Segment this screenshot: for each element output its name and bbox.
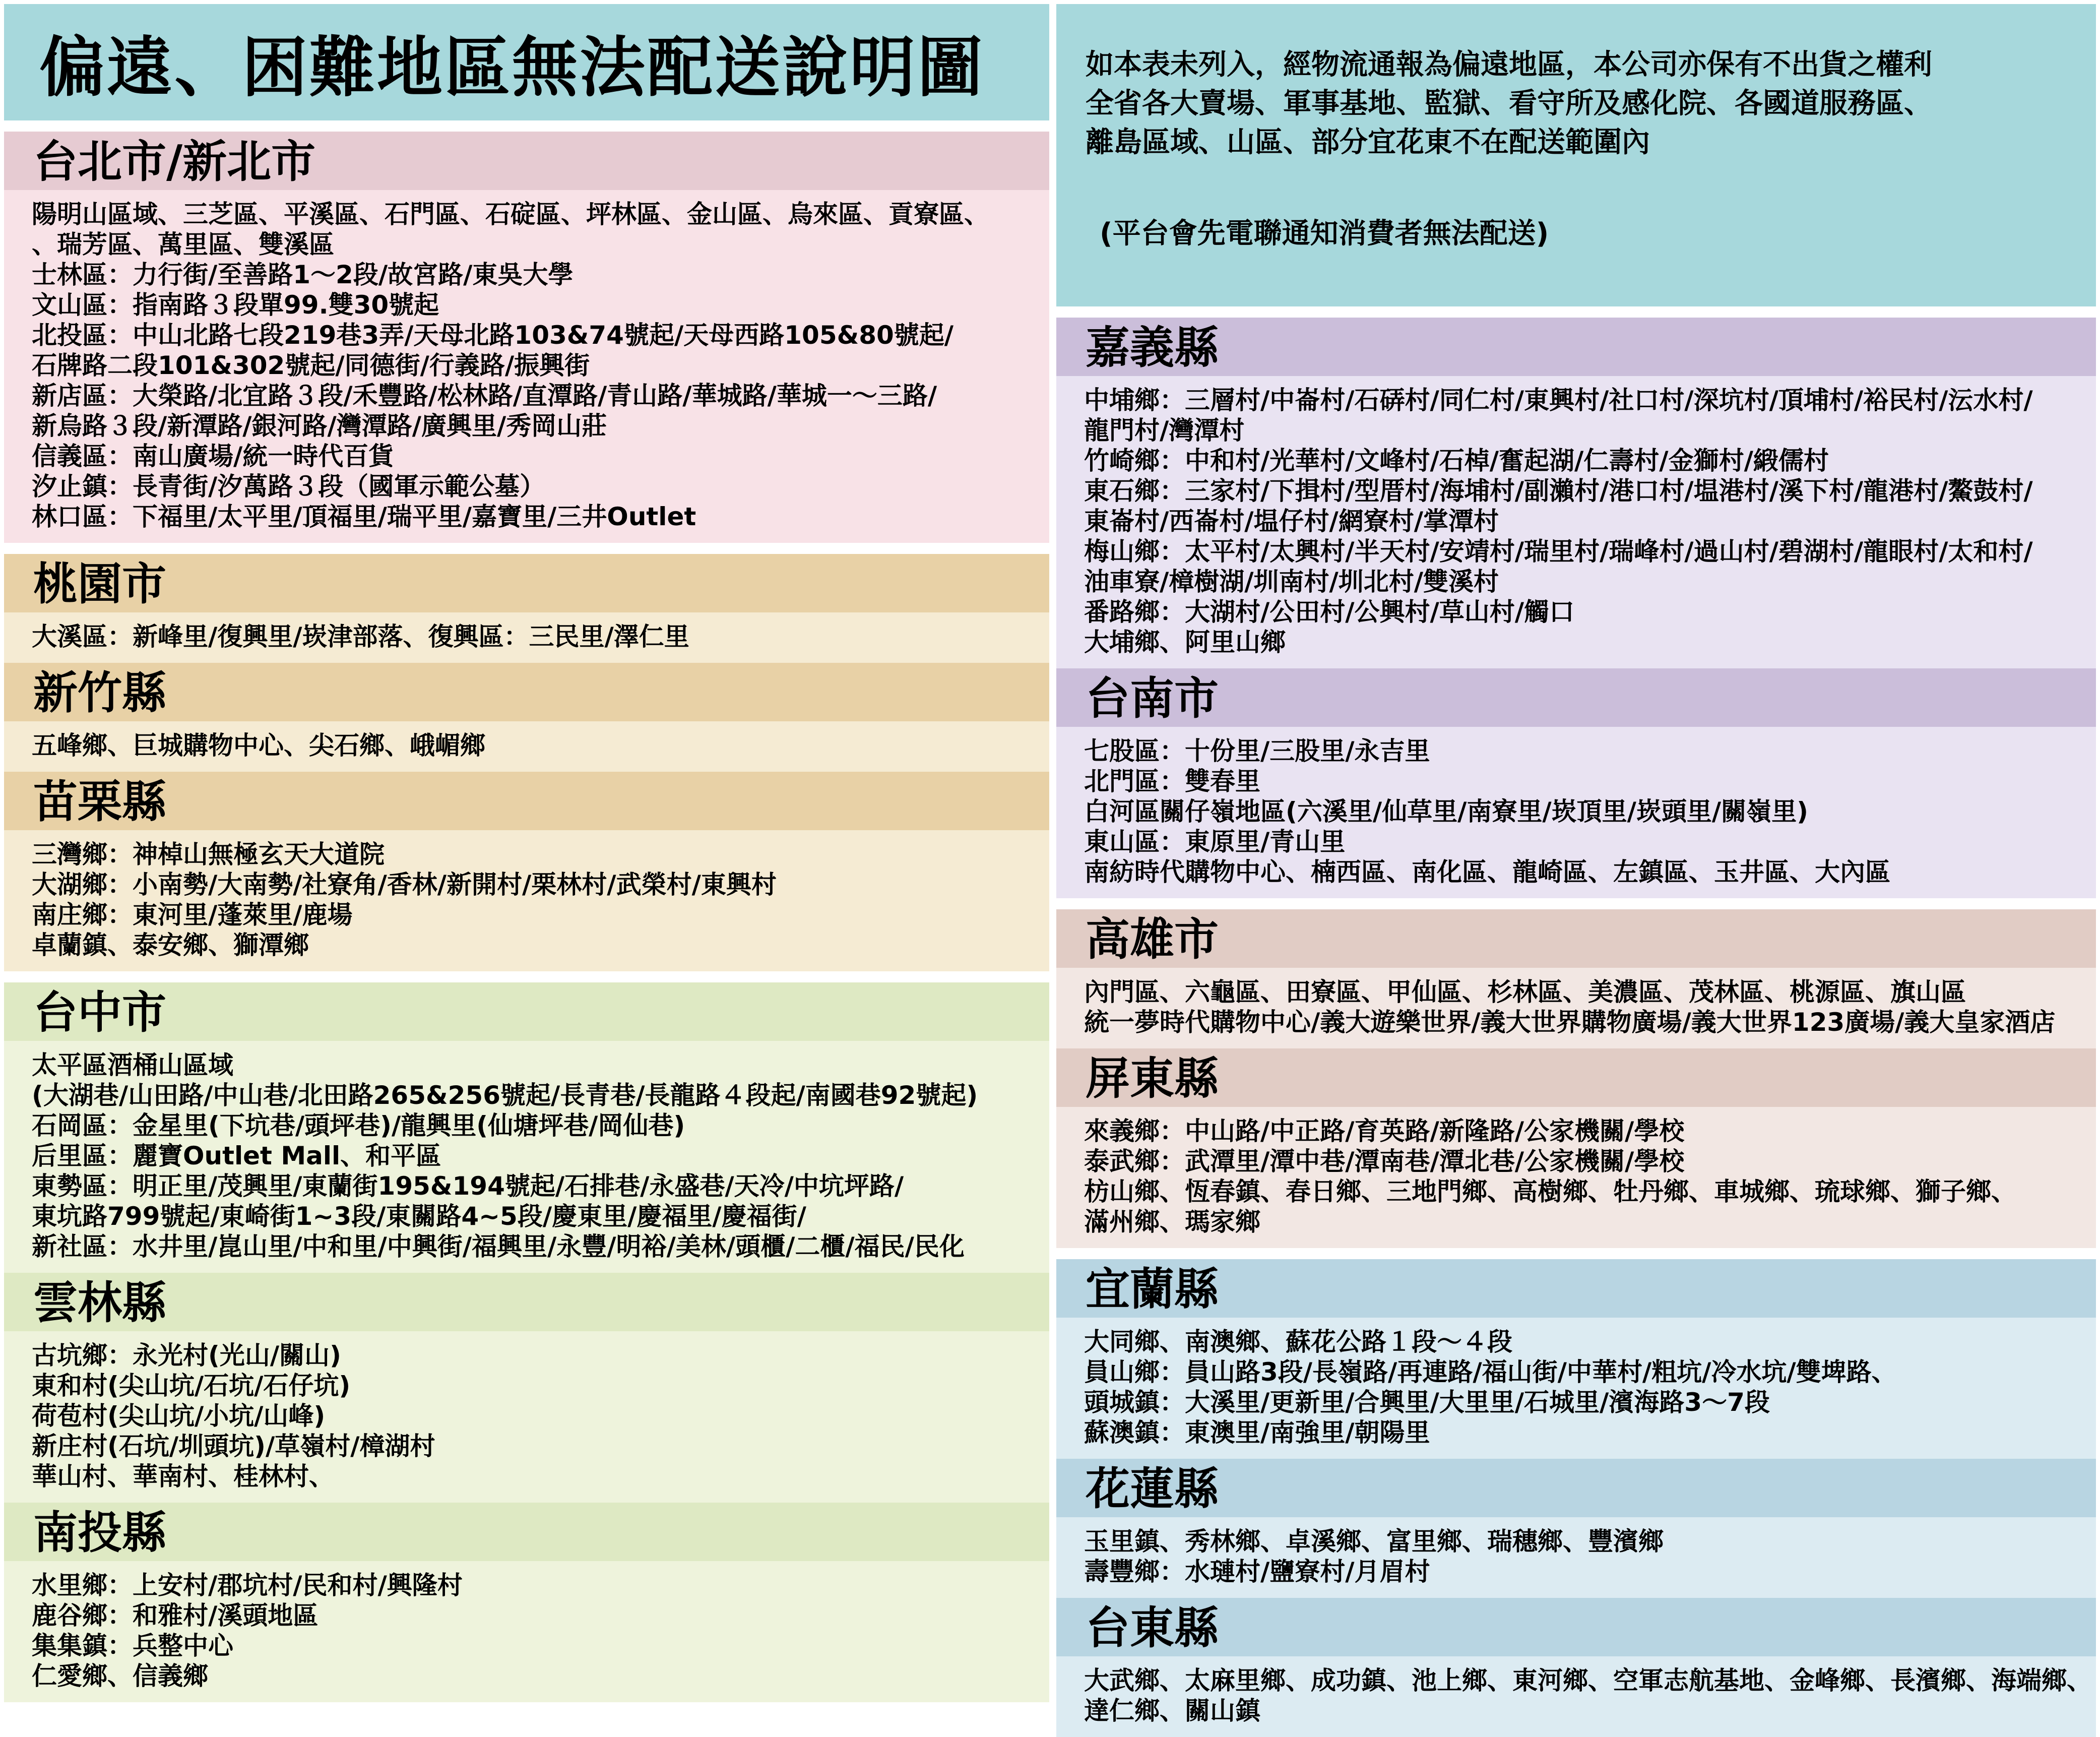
region-line: 東和村(尖山坑/石坑/石仔坑) xyxy=(32,1371,351,1400)
region-line: 南紡時代購物中心、楠西區、南化區、龍崎區、左鎮區、玉井區、大內區 xyxy=(1084,857,1890,887)
section-台北市/新北市 xyxy=(4,132,1049,543)
section-header xyxy=(4,1503,1049,1561)
region-line: 東石鄉：三家村/下揖村/型厝村/海埔村/副瀨村/港口村/塭港村/溪下村/龍港村/鰲鼓村/ xyxy=(1084,476,2033,506)
section-title: 嘉義縣 xyxy=(1086,322,1219,374)
region-line: 文山區：指南路３段單99.雙30號起 xyxy=(32,290,439,320)
region-line: 新庄村(石坑/圳頭坑)/草嶺村/樟湖村 xyxy=(32,1432,435,1461)
region-line: 大溪區：新峰里/復興里/崁津部落、復興區：三民里/澤仁里 xyxy=(32,622,689,651)
section-title: 台東縣 xyxy=(1086,1602,1219,1654)
notice-text xyxy=(1086,45,2076,162)
page-title-banner xyxy=(4,4,1049,120)
region-line: 、瑞芳區、萬里區、雙溪區 xyxy=(32,230,334,259)
section-title: 高雄市 xyxy=(1086,913,1219,965)
region-line: 石牌路二段101&302號起/同德街/行義路/振興街 xyxy=(32,351,590,380)
notice-line: 離島區域、山區、部分宜花東不在配送範圍內 xyxy=(1086,126,1650,159)
notice-line: 全省各大賣場、軍事基地、監獄、看守所及感化院、各國道服務區、 xyxy=(1086,87,1932,120)
section-header xyxy=(1056,1259,2096,1318)
section-body xyxy=(4,830,1049,971)
section-body xyxy=(1056,1517,2096,1598)
region-line: 華山村、華南村、桂林村、 xyxy=(32,1462,334,1491)
notice-box xyxy=(1056,4,2096,306)
region-line: 油車寮/樟樹湖/圳南村/圳北村/雙溪村 xyxy=(1084,567,1499,596)
region-line: 大湖鄉：小南勢/大南勢/社寮角/香林/新開村/栗林村/武榮村/東興村 xyxy=(32,870,777,899)
right-sections-container xyxy=(1056,306,2096,1737)
section-title: 宜蘭縣 xyxy=(1086,1263,1219,1315)
region-line: 壽豐鄉：水璉村/鹽寮村/月眉村 xyxy=(1084,1557,1430,1586)
region-line: 來義鄉：中山路/中正路/育英路/新隆路/公家機關/學校 xyxy=(1084,1116,1685,1146)
section-台南市 xyxy=(1056,668,2096,898)
section-title: 桃園市 xyxy=(33,558,167,610)
region-line: 東山區：東原里/青山里 xyxy=(1084,827,1346,856)
region-line: 后里區：麗寶Outlet Mall、和平區 xyxy=(32,1141,441,1170)
section-桃園市 xyxy=(4,554,1049,663)
section-title: 苗栗縣 xyxy=(33,776,167,828)
section-title: 南投縣 xyxy=(33,1507,167,1559)
section-title: 台南市 xyxy=(1086,672,1219,724)
section-高雄市 xyxy=(1056,909,2096,1048)
region-line: (大湖巷/山田路/中山巷/北田路265&256號起/長青巷/長龍路４段起/南國巷92號起) xyxy=(32,1081,978,1110)
region-line: 太平區酒桶山區域 xyxy=(32,1050,233,1080)
left-sections-container xyxy=(4,120,1049,1702)
section-body xyxy=(1056,1318,2096,1459)
notice-subtext: (平台會先電聯通知消費者無法配送) xyxy=(1100,217,1549,250)
region-line: 頭城鎮：大溪里/更新里/合興里/大里里/石城里/濱海路3～7段 xyxy=(1084,1388,1770,1417)
section-body xyxy=(1056,727,2096,898)
region-line: 泰武鄉：武潭里/潭中巷/潭南巷/潭北巷/公家機關/學校 xyxy=(1084,1147,1685,1176)
section-header xyxy=(1056,909,2096,968)
notice-line: 如本表未列入，經物流通報為偏遠地區，本公司亦保有不出貨之權利 xyxy=(1086,48,1932,81)
region-line: 梅山鄉：太平村/太興村/半天村/安靖村/瑞里村/瑞峰村/過山村/碧湖村/龍眼村/太和村/ xyxy=(1084,537,2033,566)
section-雲林縣 xyxy=(4,1273,1049,1503)
section-header xyxy=(4,1273,1049,1331)
section-header xyxy=(1056,668,2096,727)
region-line: 內門區、六龜區、田寮區、甲仙區、杉林區、美濃區、茂林區、桃源區、旗山區 xyxy=(1084,977,1966,1007)
region-line: 七股區：十份里/三股里/永吉里 xyxy=(1084,736,1430,766)
region-line: 東勢區：明正里/茂興里/東蘭街195&194號起/石排巷/永盛巷/天冷/中坑坪路/ xyxy=(32,1171,904,1201)
region-line: 大埔鄉、阿里山鄉 xyxy=(1084,628,1286,657)
region-line: 員山鄉：員山路3段/長嶺路/再連路/福山街/中華村/粗坑/冷水坑/雙埤路、 xyxy=(1084,1357,1897,1387)
region-line: 鹿谷鄉：和雅村/溪頭地區 xyxy=(32,1601,319,1630)
region-line: 東崙村/西崙村/塭仔村/網寮村/掌潭村 xyxy=(1084,507,1499,536)
region-line: 荷苞村(尖山坑/小坑/山峰) xyxy=(32,1401,326,1431)
region-line: 林口區：下福里/太平里/頂福里/瑞平里/嘉寶里/三井Outlet xyxy=(32,502,696,531)
region-line: 南庄鄉：東河里/蓬萊里/鹿場 xyxy=(32,900,353,929)
region-line: 石岡區：金星里(下坑巷/頭坪巷)/龍興里(仙塘坪巷/岡仙巷) xyxy=(32,1111,685,1140)
region-line: 玉里鎮、秀林鄉、卓溪鄉、富里鄉、瑞穗鄉、豐濱鄉 xyxy=(1084,1527,1664,1556)
section-title: 屏東縣 xyxy=(1086,1052,1219,1104)
section-南投縣 xyxy=(4,1503,1049,1702)
section-header xyxy=(4,663,1049,721)
region-line: 白河區關仔嶺地區(六溪里/仙草里/南寮里/崁頂里/崁頭里/關嶺里) xyxy=(1084,797,1809,826)
section-header xyxy=(4,132,1049,190)
section-body xyxy=(4,721,1049,772)
section-body xyxy=(1056,376,2096,668)
section-body xyxy=(1056,1656,2096,1737)
section-title: 台中市 xyxy=(33,986,167,1038)
section-header xyxy=(1056,1598,2096,1656)
section-title: 雲林縣 xyxy=(33,1277,167,1329)
region-line: 中埔鄉：三層村/中崙村/石硦村/同仁村/東興村/社口村/深坑村/頂埔村/裕民村/沄水村/ xyxy=(1084,386,2033,415)
section-header xyxy=(1056,1048,2096,1107)
section-嘉義縣 xyxy=(1056,318,2096,668)
section-宜蘭縣 xyxy=(1056,1259,2096,1459)
region-line: 五峰鄉、巨城購物中心、尖石鄉、峨嵋鄉 xyxy=(32,731,485,760)
region-line: 新店區：大榮路/北宜路３段/禾豐路/松林路/直潭路/青山路/華城路/華城一～三路/ xyxy=(32,381,937,410)
region-line: 枋山鄉、恆春鎮、春日鄉、三地門鄉、高樹鄉、牡丹鄉、車城鄉、琉球鄉、獅子鄉、 xyxy=(1084,1177,2016,1206)
section-屏東縣 xyxy=(1056,1048,2096,1248)
section-header xyxy=(4,982,1049,1041)
page-title: 偏遠、困難地區無法配送說明圖 xyxy=(39,29,985,106)
section-body xyxy=(4,1331,1049,1503)
section-body xyxy=(4,190,1049,543)
region-line: 陽明山區域、三芝區、平溪區、石門區、石碇區、坪林區、金山區、烏來區、貢寮區、 xyxy=(32,200,989,229)
section-title: 新竹縣 xyxy=(33,667,167,719)
section-苗栗縣 xyxy=(4,772,1049,971)
region-line: 新烏路３段/新潭路/銀河路/灣潭路/廣興里/秀岡山莊 xyxy=(32,411,607,441)
region-line: 卓蘭鎮、泰安鄉、獅潭鄉 xyxy=(32,930,309,960)
region-line: 汐止鎮：長青街/汐萬路３段（國軍示範公墓） xyxy=(32,472,545,501)
region-line: 滿州鄉、瑪家鄉 xyxy=(1084,1207,1260,1236)
region-line: 達仁鄉、關山鎮 xyxy=(1084,1696,1260,1725)
section-header xyxy=(1056,1459,2096,1517)
section-body xyxy=(1056,1107,2096,1248)
right-column xyxy=(1056,4,2096,1725)
section-新竹縣 xyxy=(4,663,1049,772)
region-line: 蘇澳鎮：東澳里/南強里/朝陽里 xyxy=(1084,1418,1430,1447)
section-body xyxy=(4,612,1049,663)
region-line: 三灣鄉：神棹山無極玄天大道院 xyxy=(32,840,385,869)
section-title: 台北市/新北市 xyxy=(33,136,316,188)
region-line: 東坑路799號起/東崎街1~3段/東關路4~5段/慶東里/慶福里/慶福街/ xyxy=(32,1202,806,1231)
section-body xyxy=(1056,968,2096,1048)
region-line: 番路鄉：大湖村/公田村/公興村/草山村/觸口 xyxy=(1084,597,1575,627)
region-line: 仁愛鄉、信義鄉 xyxy=(32,1661,208,1691)
region-line: 古坑鄉：永光村(光山/關山) xyxy=(32,1341,341,1370)
region-line: 北門區：雙春里 xyxy=(1084,767,1260,796)
section-body xyxy=(4,1561,1049,1702)
region-line: 龍門村/灣潭村 xyxy=(1084,416,1245,445)
region-line: 竹崎鄉：中和村/光華村/文峰村/石棹/奮起湖/仁壽村/金獅村/緞儒村 xyxy=(1084,446,1829,475)
region-line: 新社區：水井里/崑山里/中和里/中興街/福興里/永豐/明裕/美林/頭櫃/二櫃/福民/民化 xyxy=(32,1232,965,1261)
section-header xyxy=(1056,318,2096,376)
region-line: 北投區：中山北路七段219巷3弄/天母北路103&74號起/天母西路105&80號起/ xyxy=(32,321,954,350)
region-line: 大同鄉、南澳鄉、蘇花公路１段～４段 xyxy=(1084,1327,1512,1356)
left-column xyxy=(4,4,1049,1702)
region-line: 集集鎮：兵整中心 xyxy=(32,1631,233,1660)
region-line: 統一夢時代購物中心/義大遊樂世界/義大世界購物廣場/義大世界123廣場/義大皇家酒店 xyxy=(1084,1008,2056,1037)
section-台中市 xyxy=(4,982,1049,1273)
section-花蓮縣 xyxy=(1056,1459,2096,1598)
section-body xyxy=(4,1041,1049,1273)
section-header xyxy=(4,554,1049,612)
region-line: 信義區：南山廣場/統一時代百貨 xyxy=(32,442,394,471)
section-header xyxy=(4,772,1049,830)
region-line: 大武鄉、太麻里鄉、成功鎮、池上鄉、東河鄉、空軍志航基地、金峰鄉、長濱鄉、海端鄉、 xyxy=(1084,1666,2092,1695)
section-title: 花蓮縣 xyxy=(1086,1463,1219,1515)
region-line: 水里鄉：上安村/郡坑村/民和村/興隆村 xyxy=(32,1571,463,1600)
section-台東縣 xyxy=(1056,1598,2096,1737)
region-line: 士林區：力行街/至善路1～2段/故宮路/東吳大學 xyxy=(32,260,574,289)
